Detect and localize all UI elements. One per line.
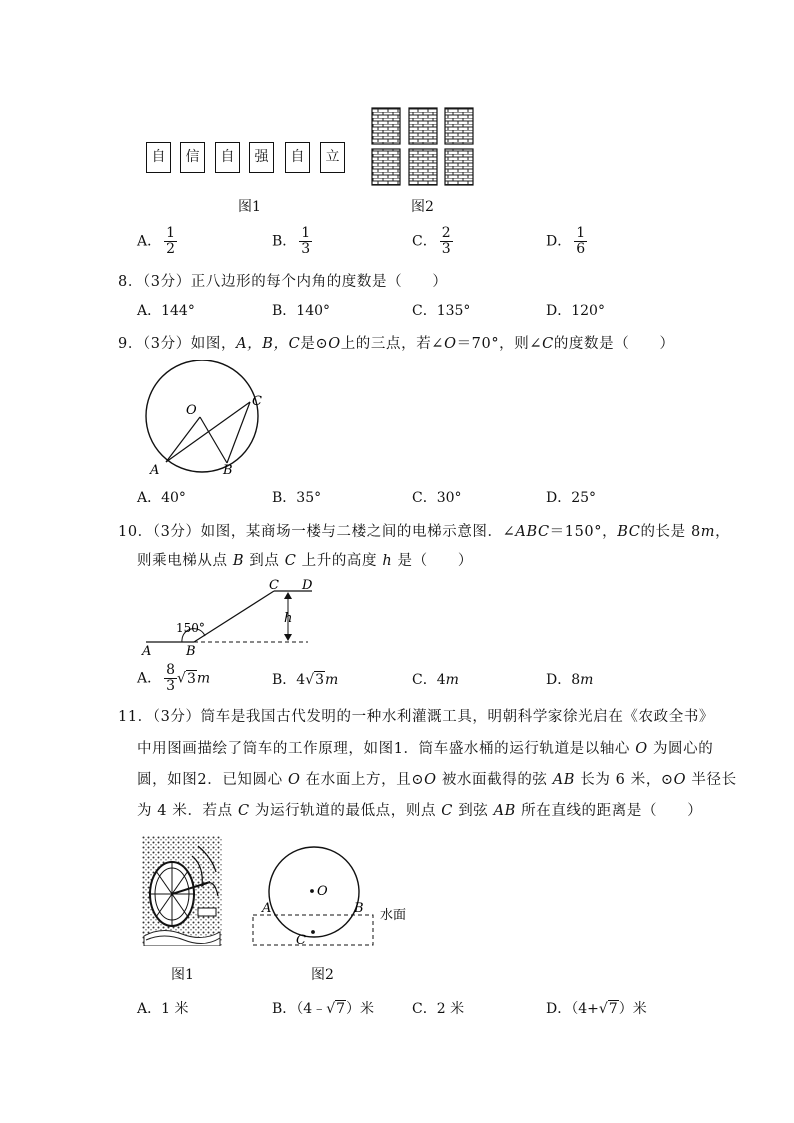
text: 9．（3分）如图， <box>118 336 237 352</box>
text: 在水面上方，且⊙ <box>300 772 425 788</box>
var: O <box>444 336 457 352</box>
numerator: 2 <box>441 225 451 241</box>
text: ＝70°，则∠ <box>456 336 543 352</box>
q7-option-b[interactable] <box>272 226 312 257</box>
numerator: 1 <box>576 225 586 241</box>
segment-oa <box>166 417 200 462</box>
label-angle: 150° <box>176 621 205 635</box>
q7-character-card: 信 <box>180 142 205 173</box>
text: 为圆心的 <box>647 741 714 757</box>
text: 长为 6 米，⊙ <box>575 772 674 788</box>
radicand: 7 <box>608 1001 618 1017</box>
text: ＝150°， <box>549 524 618 540</box>
text: 上升的高度 <box>296 553 383 569</box>
text: 半径长 <box>686 772 737 788</box>
q9-option-d[interactable]: D．25° <box>546 490 597 506</box>
q11-fig2-label: 图2 <box>311 967 334 983</box>
q8-option-a[interactable]: A．144° <box>137 303 195 319</box>
point-c-dot <box>311 930 315 934</box>
q11-circle-water-diagram <box>248 846 428 950</box>
q10-escalator-diagram <box>136 576 321 658</box>
label-o: O <box>317 884 328 899</box>
radicand: 3 <box>315 672 325 688</box>
q8-option-b[interactable]: B．140° <box>272 303 331 319</box>
q10-option-c[interactable] <box>412 669 459 689</box>
q9-stem <box>118 332 675 353</box>
var: AB <box>552 772 576 788</box>
option-text: D．（4+ <box>546 1001 599 1017</box>
water-region <box>253 915 373 945</box>
q10-option-d[interactable] <box>546 669 593 689</box>
var: C <box>542 336 554 352</box>
q11-stem-line2 <box>137 737 713 758</box>
text: 的长是 8 <box>640 524 701 540</box>
denominator: 2 <box>166 241 176 257</box>
brick-card <box>409 149 437 185</box>
q8-option-d[interactable]: D．120° <box>546 303 605 319</box>
fraction <box>440 226 453 257</box>
denominator: 6 <box>576 241 586 257</box>
text: 圆，如图2．已知圆心 <box>137 772 288 788</box>
q7-fig2-label: 图2 <box>411 199 434 215</box>
q7-character-card: 自 <box>146 142 171 173</box>
q7-character-card: 自 <box>215 142 240 173</box>
unit: m <box>580 672 594 688</box>
q11-fig1-label: 图1 <box>171 967 194 983</box>
q7-character-card: 自 <box>285 142 310 173</box>
text: 被水面截得的弦 <box>436 772 553 788</box>
label-h: h <box>284 611 293 626</box>
text: 中用图画描绘了筒车的工作原理，如图1．筒车盛水桶的运行轨道是以轴心 <box>137 741 636 757</box>
option-letter: A． <box>137 233 162 250</box>
option-text: B．（4﹣ <box>272 1001 327 1017</box>
label-a: A <box>150 463 160 478</box>
q7-option-d[interactable] <box>546 226 587 257</box>
label-b: B <box>223 463 233 478</box>
segment-bc <box>227 402 250 463</box>
numerator: 8 <box>166 662 176 678</box>
fraction <box>574 226 587 257</box>
unit: m <box>196 670 211 687</box>
var: C <box>237 803 250 819</box>
q10-stem-line1 <box>118 520 730 541</box>
option-text: ）米 <box>346 1001 375 1017</box>
circle-o <box>269 847 359 937</box>
var: B <box>232 553 245 569</box>
text: 到点 <box>244 553 285 569</box>
q11-stem-line3 <box>137 768 737 789</box>
var: O <box>673 772 687 788</box>
label-c: C <box>296 933 306 948</box>
var: O <box>287 772 301 788</box>
q7-figure-2-brick-cards <box>370 106 476 188</box>
var: A，B，C <box>236 336 301 352</box>
text: 10．（3分）如图，某商场一楼与二楼之间的电梯示意图．∠ <box>118 524 516 540</box>
fraction <box>299 226 312 257</box>
q8-stem: 8．（3分）正八边形的每个内角的度数是（ ） <box>118 274 448 290</box>
q11-option-c[interactable]: C．2 米 <box>412 1001 465 1017</box>
var: C <box>441 803 453 819</box>
radicand: 3 <box>186 670 196 687</box>
option-text: D．8 <box>546 672 581 688</box>
text: 为运行轨道的最低点，则点 <box>249 803 442 819</box>
fraction <box>164 663 177 694</box>
fraction <box>164 226 177 257</box>
text: 是⊙ <box>300 336 329 352</box>
q10-stem-line2 <box>137 549 473 570</box>
option-letter: D． <box>546 233 572 250</box>
q7-fig1-label: 图1 <box>238 199 261 215</box>
segment-ob <box>200 417 227 463</box>
var: C <box>284 553 297 569</box>
label-c: C <box>269 578 279 593</box>
option-letter: B． <box>272 233 297 250</box>
arrow-up <box>284 592 292 599</box>
text: ， <box>715 524 731 540</box>
q11-option-b[interactable]: B．（4﹣√7）米 <box>272 1001 375 1017</box>
var: AB <box>493 803 516 819</box>
var: BC <box>617 524 641 540</box>
var: m <box>700 524 716 540</box>
option-letter: A． <box>137 670 162 687</box>
option-text: C．4 <box>412 672 446 688</box>
var: ABC <box>515 524 550 540</box>
q10-option-b[interactable]: B．4√3m <box>272 672 339 688</box>
denominator: 3 <box>301 241 311 257</box>
option-text: B．4 <box>272 672 306 688</box>
q8-option-c[interactable]: C．135° <box>412 303 471 319</box>
q9-circle-diagram <box>136 360 276 480</box>
q7-option-a[interactable] <box>137 226 177 257</box>
text: 为 4 米．若点 <box>137 803 238 819</box>
brick-card <box>409 108 437 144</box>
numerator: 1 <box>301 225 311 241</box>
text: 是（ ） <box>392 553 473 569</box>
text: 则乘电梯从点 <box>137 553 233 569</box>
var: O <box>424 772 437 788</box>
q11-option-a[interactable]: A．1 米 <box>137 1001 189 1017</box>
label-a: A <box>142 644 152 658</box>
label-a: A <box>262 901 272 916</box>
segment-ac <box>166 402 250 462</box>
segment-bc <box>194 591 274 642</box>
unit: m <box>325 672 339 688</box>
unit: m <box>445 672 459 688</box>
text: 上的三点，若∠ <box>340 336 445 352</box>
brick-card <box>372 149 400 185</box>
var: O <box>328 336 341 352</box>
label-c: C <box>252 394 262 409</box>
denominator: 3 <box>166 678 176 694</box>
arrow-down <box>284 634 292 641</box>
label-d: D <box>302 578 313 593</box>
brick-card <box>445 108 473 144</box>
numerator: 1 <box>166 225 176 241</box>
text: 的度数是（ ） <box>553 336 675 352</box>
q7-character-card: 立 <box>320 142 345 173</box>
denominator: 3 <box>441 241 451 257</box>
water-surface-label: 水面 <box>380 908 407 923</box>
option-letter: C． <box>412 233 437 250</box>
q9-option-a[interactable]: A．40° <box>137 490 186 506</box>
label-o: O <box>186 403 197 418</box>
text: 所在直线的距离是（ ） <box>515 803 703 819</box>
q11-option-d[interactable]: D．（4+√7）米 <box>546 1001 647 1017</box>
label-b: B <box>186 644 196 658</box>
brick-card <box>445 149 473 185</box>
q7-character-card: 强 <box>249 142 274 173</box>
q7-option-c[interactable] <box>412 226 453 257</box>
q11-stem-line1: 11．（3分）筒车是我国古代发明的一种水利灌溉工具，明朝科学家徐光启在《农政全书》 <box>118 709 715 725</box>
q11-stem-line4 <box>137 799 702 820</box>
q9-option-b[interactable]: B．35° <box>272 490 322 506</box>
q11-water-wheel-illustration <box>142 836 222 946</box>
circle-o <box>146 360 258 472</box>
var: O <box>635 741 648 757</box>
q10-option-a[interactable]: A． $\frac{8}{3}$ √3m <box>137 662 211 694</box>
var: h <box>382 553 393 569</box>
label-b: B <box>354 901 364 916</box>
center-o-dot <box>310 889 314 893</box>
option-text: ）米 <box>618 1001 647 1017</box>
q9-option-c[interactable]: C．30° <box>412 490 462 506</box>
radicand: 7 <box>336 1001 346 1017</box>
text: 到弦 <box>452 803 494 819</box>
brick-card <box>372 108 400 144</box>
